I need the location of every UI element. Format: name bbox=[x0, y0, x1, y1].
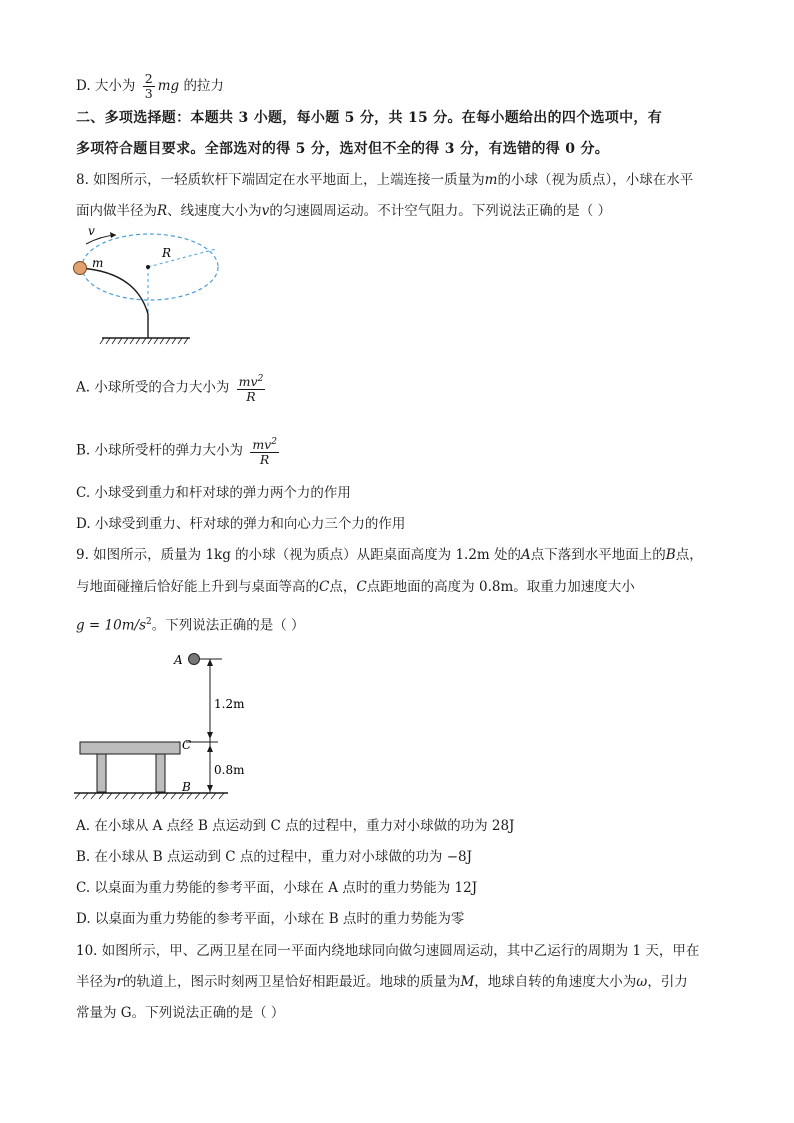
center-dot bbox=[146, 265, 150, 269]
label-1-2m: 1.2m bbox=[214, 697, 245, 711]
q7-option-d: D. 大小为 $\frac{2}{3}$ mg 的拉力 bbox=[76, 71, 224, 101]
q9-stem-line3: $g = 10m/s^2$。下列说法正确的是（ ） bbox=[76, 617, 305, 634]
q8-option-b: B. 小球所受杆的弹力大小为 $\frac{mv^2}{R}$ bbox=[76, 437, 277, 468]
q9-figure bbox=[70, 645, 250, 805]
q9-option-b: B. 在小球从 B 点运动到 C 点的过程中，重力对小球做的功为 −8J bbox=[76, 849, 473, 865]
q9-stem-line1: 9. 如图所示，质量为 1kg 的小球（视为质点）从距桌面高度为 1.2m 处的A点下落到水平地面上的B点， bbox=[76, 547, 703, 563]
ball-icon bbox=[189, 654, 200, 665]
soft-rod bbox=[80, 268, 148, 338]
ground-hatching bbox=[75, 793, 224, 799]
label-m: m bbox=[92, 256, 104, 270]
q10-stem-line2: 半径为r的轨道上，图示时刻两卫星恰好相距最近。地球的质量为M，地球自转的角速度大小为ω，引力 bbox=[76, 974, 688, 990]
q8-figure bbox=[66, 222, 226, 352]
fraction: $\frac{mv^2}{R}$ bbox=[252, 437, 277, 468]
section-heading-line1: 二、多项选择题：本题共 3 小题，每小题 5 分，共 15 分。在每小题给出的四个选项中，有 bbox=[76, 110, 663, 126]
label-A: A bbox=[174, 653, 183, 667]
arrowhead-icon bbox=[207, 732, 213, 739]
q8-option-c: C. 小球受到重力和杆对球的弹力两个力的作用 bbox=[76, 485, 351, 501]
label-C: C bbox=[182, 738, 192, 752]
ball-icon bbox=[74, 262, 87, 275]
q8-option-a: A. 小球所受的合力大小为 $\frac{mv^2}{R}$ bbox=[76, 374, 264, 405]
section-heading-line2: 多项符合题目要求。全部选对的得 5 分，选对但不全的得 3 分，有选错的得 0 分。 bbox=[76, 141, 610, 157]
arrowhead-icon bbox=[110, 232, 116, 238]
q8-stem-line2: 面内做半径为R、线速度大小为v的匀速圆周运动。不计空气阻力。下列说法正确的是（ ） bbox=[76, 203, 612, 219]
label-B: B bbox=[182, 780, 191, 794]
arrowhead-icon bbox=[207, 659, 213, 666]
q9-option-d: D. 以桌面为重力势能的参考平面，小球在 B 点时的重力势能为零 bbox=[76, 911, 465, 927]
label-v: v bbox=[88, 224, 95, 238]
fraction: $\frac{mv^2}{R}$ bbox=[238, 374, 264, 405]
q9-option-c: C. 以桌面为重力势能的参考平面，小球在 A 点时的重力势能为 12J bbox=[76, 880, 478, 896]
q9-option-a: A. 在小球从 A 点经 B 点运动到 C 点的过程中，重力对小球做的功为 28J bbox=[76, 818, 515, 834]
label-0-8m: 0.8m bbox=[214, 763, 245, 777]
table-leg-right bbox=[156, 754, 165, 792]
arrowhead-icon bbox=[207, 785, 213, 792]
q8-stem-line1: 8. 如图所示，一轻质软杆下端固定在水平地面上，上端连接一质量为m的小球（视为质点），小球在水平 bbox=[76, 172, 694, 188]
q10-stem-line1: 10. 如图所示，甲、乙两卫星在同一平面内绕地球同向做匀速圆周运动，其中乙运行的周期为 1 天，甲在 bbox=[76, 943, 700, 959]
radius-line bbox=[148, 249, 216, 267]
ground-hatching bbox=[100, 338, 188, 344]
q10-stem-line3: 常量为 G。下列说法正确的是（ ） bbox=[76, 1005, 285, 1021]
label-R: R bbox=[162, 246, 172, 260]
table-leg-left bbox=[97, 754, 106, 792]
table-top bbox=[80, 742, 180, 754]
q8-option-d: D. 小球受到重力、杆对球的弹力和向心力三个力的作用 bbox=[76, 516, 406, 532]
fraction: $\frac{2}{3}$ bbox=[144, 71, 153, 101]
q9-stem-line2: 与地面碰撞后恰好能上升到与桌面等高的C点，C点距地面的高度为 0.8m。取重力加速度大小 bbox=[76, 579, 635, 595]
